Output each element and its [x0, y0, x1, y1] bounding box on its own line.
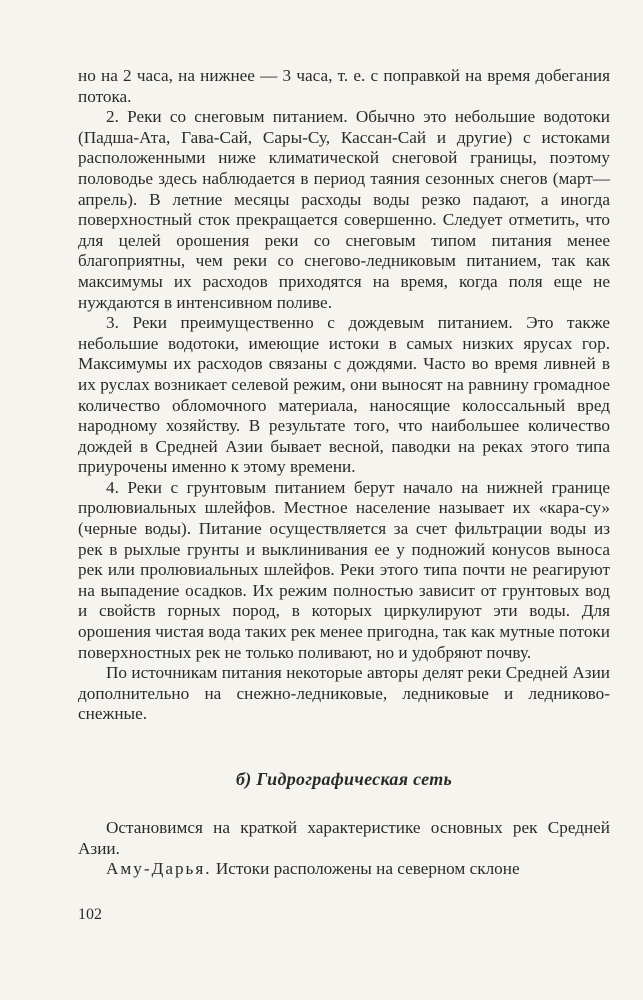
paragraph-amu-darya — [78, 859, 610, 880]
paragraph-additional-classification: По источникам питания некоторые авторы делят реки Средней Азии дополнительно на снежно-ледниковые, ледниковые и ледниково-снежные. — [78, 663, 610, 724]
body-text — [78, 66, 610, 725]
paragraph-rain-fed-rivers: 3. Реки преимущественно с дождевым питанием. Это также небольшие водотоки, имеющие истоки в самых низких ярусах гор. Максимумы их расходов связаны с дождями. Часто во время ливней в их руслах возникает селевой режим, они выносят на равнину громадное количество обломочного материала, наносящие колоссальный вред народному хозяйству. В результате того, что наибольшее количество дождей в Средней Азии бывает весной, паводки на реках этого типа приурочены именно к этому времени. — [78, 313, 610, 477]
paragraph-groundwater-rivers: 4. Реки с грунтовым питанием берут начало на нижней границе пролювиальных шлейфов. Местное население называет их «кара-су» (черные воды). Питание осуществляется за счет фильтрации воды из рек в рыхлые грунты и выклинивания ее у подножий конусов выноса рек или пролювиальных шлейфов. Реки этого типа почти не реагируют на выпадение осадков. Их режим полностью зависит от грунтовых вод и свойств горных пород, в которых циркулируют эти воды. Для орошения чистая вода таких рек менее пригодна, так как мутные потоки поверхностных рек не только поливают, но и удобряют почву. — [78, 477, 610, 662]
paragraph-continuation: но на 2 часа, на нижнее — 3 часа, т. е. с поправкой на время добегания потока. — [78, 66, 610, 106]
section-heading: б) Гидрографическая сеть — [235, 769, 453, 789]
river-name: Аму-Дарья. — [106, 859, 212, 879]
river-text: Истоки расположены на северном склоне — [211, 859, 520, 879]
paragraph-snow-fed-rivers: 2. Реки со снеговым питанием. Обычно это небольшие водотоки (Падша-Ата, Гава-Сай, Сары-Су, Кассан-Сай и другие) с истоками расположенными ниже климатической снеговой границы, поэтому половодье здесь наблюдается в период таяния сезонных снегов (март—апрель). В летние месяцы расходы воды резко падают, а иногда поверхностный сток прекращается совершенно. Следует отметить, что для целей орошения реки со снеговым типом питания менее благоприятны, чем реки со снегово-ледниковым питанием, так как максимумы их расходов приходятся на время, когда поля еще не нуждаются в интенсивном поливе. — [78, 107, 610, 312]
page-number: 102 — [78, 906, 102, 923]
paragraph-intro-main-rivers: Остановимся на краткой характеристике основных рек Средней Азии. — [78, 818, 610, 858]
body-text-continued — [78, 818, 610, 880]
